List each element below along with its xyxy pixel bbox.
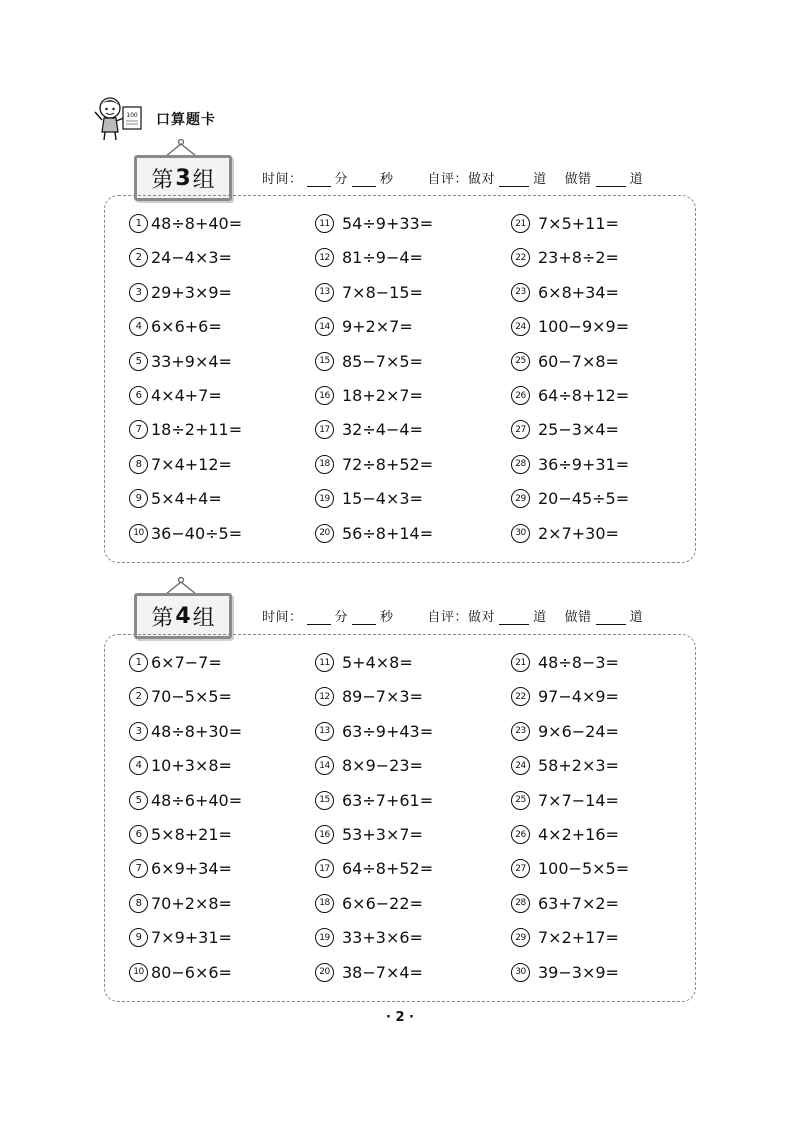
problem-expression: 70+2×8= xyxy=(151,893,232,913)
problem-item xyxy=(315,894,423,913)
problem-row xyxy=(105,963,695,997)
self-eval-label: 自评：做对 xyxy=(427,610,496,625)
group-number: 3 xyxy=(175,165,191,191)
problem-expression: 63÷9+43= xyxy=(342,721,434,741)
problem-number-badge: 25 xyxy=(511,791,530,810)
problem-number-badge: 20 xyxy=(315,963,334,982)
problem-number-badge: 6 xyxy=(129,825,148,844)
minute-blank[interactable] xyxy=(307,174,331,187)
wrong-blank[interactable] xyxy=(596,612,626,625)
problem-number-badge: 24 xyxy=(511,756,530,775)
problem-number-badge: 27 xyxy=(511,420,530,439)
problem-expression: 5×4+4= xyxy=(151,489,222,509)
problem-row xyxy=(105,791,695,825)
group-sign xyxy=(134,145,230,193)
problem-item xyxy=(129,928,232,947)
problem-item xyxy=(511,756,619,775)
problem-expression: 6×9+34= xyxy=(151,859,232,879)
problem-number-badge: 23 xyxy=(511,722,530,741)
problem-expression: 63÷7+61= xyxy=(342,790,434,810)
problem-item xyxy=(129,420,242,439)
problem-item xyxy=(511,352,619,371)
problem-row xyxy=(105,386,695,420)
problem-box xyxy=(104,195,696,563)
problem-number-badge: 22 xyxy=(511,687,530,706)
problem-expression: 7×2+17= xyxy=(538,928,619,948)
problem-number-badge: 17 xyxy=(315,420,334,439)
wrong-label: 做错 xyxy=(564,172,592,187)
problem-row xyxy=(105,825,695,859)
time-label: 时间： xyxy=(262,610,303,625)
problem-expression: 89−7×3= xyxy=(342,687,423,707)
problem-expression: 63+7×2= xyxy=(538,893,619,913)
problem-item xyxy=(129,317,222,336)
problem-row xyxy=(105,722,695,756)
problem-expression: 6×8+34= xyxy=(538,282,619,302)
problem-item xyxy=(511,963,619,982)
problem-expression: 81÷9−4= xyxy=(342,248,423,268)
problem-number-badge: 18 xyxy=(315,455,334,474)
problem-row xyxy=(105,894,695,928)
problem-expression: 20−45÷5= xyxy=(538,489,630,509)
problem-item xyxy=(315,928,423,947)
problem-item xyxy=(315,214,433,233)
problem-number-badge: 18 xyxy=(315,894,334,913)
unit-label: 道 xyxy=(533,172,547,187)
problem-number-badge: 26 xyxy=(511,386,530,405)
problem-expression: 100−5×5= xyxy=(538,859,630,879)
problem-number-badge: 16 xyxy=(315,386,334,405)
group-prefix: 第 xyxy=(151,167,174,193)
problem-item xyxy=(129,722,242,741)
problem-number-badge: 13 xyxy=(315,722,334,741)
problem-expression: 7×5+11= xyxy=(538,214,619,233)
problem-expression: 5×8+21= xyxy=(151,825,232,844)
problem-expression: 25−3×4= xyxy=(538,420,619,440)
problem-number-badge: 19 xyxy=(315,489,334,508)
problem-expression: 33+9×4= xyxy=(151,351,232,371)
problem-expression: 32÷4−4= xyxy=(342,420,423,440)
problem-item xyxy=(315,653,413,672)
self-eval-label: 自评：做对 xyxy=(427,172,496,187)
problem-item xyxy=(129,756,232,775)
mascot-sign-text: 100 xyxy=(126,112,138,119)
problem-expression: 6×6+6= xyxy=(151,317,222,337)
problem-number-badge: 20 xyxy=(315,524,334,543)
problem-item xyxy=(511,317,629,336)
problem-item xyxy=(129,791,242,810)
problem-item xyxy=(315,756,423,775)
problem-number-badge: 12 xyxy=(315,248,334,267)
problem-row xyxy=(105,352,695,386)
time-label: 时间： xyxy=(262,172,303,187)
problem-item xyxy=(511,248,619,267)
problem-item xyxy=(129,963,232,982)
group-prefix: 第 xyxy=(151,605,174,631)
problem-expression: 39−3×9= xyxy=(538,962,619,982)
problem-item xyxy=(129,653,222,672)
problem-item xyxy=(511,524,619,543)
minute-blank[interactable] xyxy=(307,612,331,625)
problem-expression: 6×6−22= xyxy=(342,893,423,913)
problem-expression: 7×7−14= xyxy=(538,790,619,810)
problem-expression: 53+3×7= xyxy=(342,825,423,844)
problem-number-badge: 12 xyxy=(315,687,334,706)
problem-expression: 24−4×3= xyxy=(151,248,232,268)
problem-expression: 7×4+12= xyxy=(151,454,232,474)
problem-expression: 18+2×7= xyxy=(342,386,423,405)
problem-number-badge: 7 xyxy=(129,859,148,878)
problem-number-badge: 19 xyxy=(315,928,334,947)
problem-number-badge: 15 xyxy=(315,352,334,371)
problem-row xyxy=(105,283,695,317)
problem-item xyxy=(129,894,232,913)
problem-number-badge: 16 xyxy=(315,825,334,844)
problem-item xyxy=(511,894,619,913)
problem-item xyxy=(315,963,423,982)
problem-expression: 80−6×6= xyxy=(151,962,232,982)
problem-item xyxy=(511,455,629,474)
problem-expression: 58+2×3= xyxy=(538,756,619,776)
second-blank[interactable] xyxy=(352,174,376,187)
problem-number-badge: 22 xyxy=(511,248,530,267)
problem-item xyxy=(511,687,619,706)
problem-expression: 48÷8+30= xyxy=(151,721,243,741)
problem-row xyxy=(105,653,695,687)
problem-expression: 4×2+16= xyxy=(538,825,619,844)
group-number: 4 xyxy=(175,603,191,629)
unit-label: 道 xyxy=(629,610,644,625)
problem-expression: 2×7+30= xyxy=(538,523,619,543)
problem-expression: 48÷6+40= xyxy=(151,790,243,810)
unit-label: 道 xyxy=(629,172,644,187)
problem-item xyxy=(129,214,242,233)
problem-number-badge: 27 xyxy=(511,859,530,878)
problem-item xyxy=(511,928,619,947)
problem-item xyxy=(129,386,222,405)
problem-expression: 70−5×5= xyxy=(151,687,232,707)
problem-number-badge: 30 xyxy=(511,524,530,543)
problem-item xyxy=(315,791,433,810)
problem-item xyxy=(315,420,423,439)
problem-box xyxy=(104,634,696,1002)
problem-row xyxy=(105,687,695,721)
problem-row xyxy=(105,455,695,489)
problem-number-badge: 5 xyxy=(129,791,148,810)
problem-item xyxy=(129,455,232,474)
page-title: 口算题卡 xyxy=(156,112,216,128)
problem-item xyxy=(129,687,232,706)
problem-number-badge: 8 xyxy=(129,894,148,913)
group-sign xyxy=(134,583,230,631)
problem-item xyxy=(129,859,232,878)
problem-row xyxy=(105,928,695,962)
problem-number-badge: 4 xyxy=(129,317,148,336)
problem-item xyxy=(129,524,242,543)
problem-number-badge: 10 xyxy=(129,963,148,982)
problem-item xyxy=(315,317,413,336)
unit-label: 道 xyxy=(533,610,547,625)
page-number: · 2 · xyxy=(386,1010,414,1025)
problem-expression: 15−4×3= xyxy=(342,489,423,509)
problem-number-badge: 11 xyxy=(315,653,334,672)
problem-expression: 9+2×7= xyxy=(342,317,413,337)
problem-item xyxy=(129,283,232,302)
problem-item xyxy=(315,825,423,844)
problem-number-badge: 6 xyxy=(129,386,148,405)
problem-number-badge: 4 xyxy=(129,756,148,775)
problem-row xyxy=(105,756,695,790)
problem-number-badge: 24 xyxy=(511,317,530,336)
problem-number-badge: 10 xyxy=(129,524,148,543)
problem-number-badge: 5 xyxy=(129,352,148,371)
problem-expression: 23+8÷2= xyxy=(538,248,619,268)
problem-number-badge: 17 xyxy=(315,859,334,878)
problem-item xyxy=(315,524,433,543)
problem-expression: 36÷9+31= xyxy=(538,454,630,474)
meta-line xyxy=(262,606,643,625)
problem-number-badge: 15 xyxy=(315,791,334,810)
boy-with-sign-icon xyxy=(92,94,148,144)
problem-expression: 64÷8+12= xyxy=(538,386,630,405)
problem-expression: 18÷2+11= xyxy=(151,420,243,440)
problem-expression: 54÷9+33= xyxy=(342,214,434,233)
problem-item xyxy=(129,352,232,371)
problem-number-badge: 9 xyxy=(129,928,148,947)
problem-number-badge: 2 xyxy=(129,687,148,706)
problem-item xyxy=(315,489,423,508)
problem-item xyxy=(511,653,619,672)
group-suffix: 组 xyxy=(192,605,215,631)
problem-expression: 4×4+7= xyxy=(151,386,222,405)
problem-number-badge: 3 xyxy=(129,283,148,302)
minute-label: 分 xyxy=(334,172,349,187)
problem-expression: 8×9−23= xyxy=(342,756,423,776)
problem-expression: 97−4×9= xyxy=(538,687,619,707)
problem-number-badge: 1 xyxy=(129,653,148,672)
problem-item xyxy=(129,248,232,267)
problem-row xyxy=(105,489,695,523)
problem-item xyxy=(315,248,423,267)
problem-number-badge: 8 xyxy=(129,455,148,474)
problem-item xyxy=(511,825,619,844)
problem-number-badge: 14 xyxy=(315,317,334,336)
problem-item xyxy=(511,791,619,810)
problem-item xyxy=(315,352,423,371)
problem-row xyxy=(105,859,695,893)
problem-number-badge: 30 xyxy=(511,963,530,982)
problem-item xyxy=(511,386,629,405)
problem-expression: 64÷8+52= xyxy=(342,859,434,879)
problem-number-badge: 3 xyxy=(129,722,148,741)
problem-expression: 33+3×6= xyxy=(342,928,423,948)
problem-number-badge: 28 xyxy=(511,455,530,474)
problem-number-badge: 11 xyxy=(315,214,334,233)
problem-expression: 38−7×4= xyxy=(342,962,423,982)
problem-item xyxy=(511,420,619,439)
problem-number-badge: 28 xyxy=(511,894,530,913)
problem-expression: 6×7−7= xyxy=(151,653,222,672)
problem-row xyxy=(105,317,695,351)
problem-row xyxy=(105,420,695,454)
problem-expression: 9×6−24= xyxy=(538,721,619,741)
problem-expression: 7×9+31= xyxy=(151,928,232,948)
problem-expression: 85−7×5= xyxy=(342,351,423,371)
problem-expression: 72÷8+52= xyxy=(342,454,434,474)
problem-item xyxy=(315,455,433,474)
problem-expression: 48÷8+40= xyxy=(151,214,243,233)
problem-row xyxy=(105,524,695,558)
meta-line xyxy=(262,168,643,187)
wrong-blank[interactable] xyxy=(596,174,626,187)
problem-item xyxy=(511,722,619,741)
problem-expression: 7×8−15= xyxy=(342,282,423,302)
problem-expression: 10+3×8= xyxy=(151,756,232,776)
problem-item xyxy=(315,859,433,878)
problem-item xyxy=(511,214,619,233)
problem-number-badge: 25 xyxy=(511,352,530,371)
problem-item xyxy=(511,489,629,508)
problem-number-badge: 21 xyxy=(511,214,530,233)
problem-item xyxy=(511,859,629,878)
problem-expression: 48÷8−3= xyxy=(538,653,619,672)
problem-expression: 100−9×9= xyxy=(538,317,630,337)
group-label xyxy=(134,593,232,639)
problem-number-badge: 21 xyxy=(511,653,530,672)
problem-number-badge: 7 xyxy=(129,420,148,439)
problem-number-badge: 9 xyxy=(129,489,148,508)
problem-number-badge: 14 xyxy=(315,756,334,775)
problem-item xyxy=(129,825,232,844)
page-header xyxy=(92,94,216,144)
problem-expression: 29+3×9= xyxy=(151,282,232,302)
problem-row xyxy=(105,248,695,282)
problem-expression: 36−40÷5= xyxy=(151,523,243,543)
minute-label: 分 xyxy=(334,610,349,625)
problem-number-badge: 2 xyxy=(129,248,148,267)
problem-expression: 56÷8+14= xyxy=(342,523,434,543)
wrong-label: 做错 xyxy=(564,610,592,625)
problem-expression: 5+4×8= xyxy=(342,653,413,672)
problem-item xyxy=(315,386,423,405)
correct-blank[interactable] xyxy=(499,612,529,625)
problem-row xyxy=(105,214,695,248)
second-blank[interactable] xyxy=(352,612,376,625)
problem-item xyxy=(315,722,433,741)
problem-number-badge: 29 xyxy=(511,489,530,508)
problem-item xyxy=(129,489,222,508)
problem-item xyxy=(315,687,423,706)
problem-item xyxy=(315,283,423,302)
group-suffix: 组 xyxy=(192,167,215,193)
correct-blank[interactable] xyxy=(499,174,529,187)
problem-number-badge: 13 xyxy=(315,283,334,302)
problem-number-badge: 1 xyxy=(129,214,148,233)
second-label: 秒 xyxy=(380,610,394,625)
problem-item xyxy=(511,283,619,302)
problem-number-badge: 29 xyxy=(511,928,530,947)
problem-expression: 60−7×8= xyxy=(538,351,619,371)
problem-number-badge: 26 xyxy=(511,825,530,844)
second-label: 秒 xyxy=(380,172,394,187)
problem-number-badge: 23 xyxy=(511,283,530,302)
